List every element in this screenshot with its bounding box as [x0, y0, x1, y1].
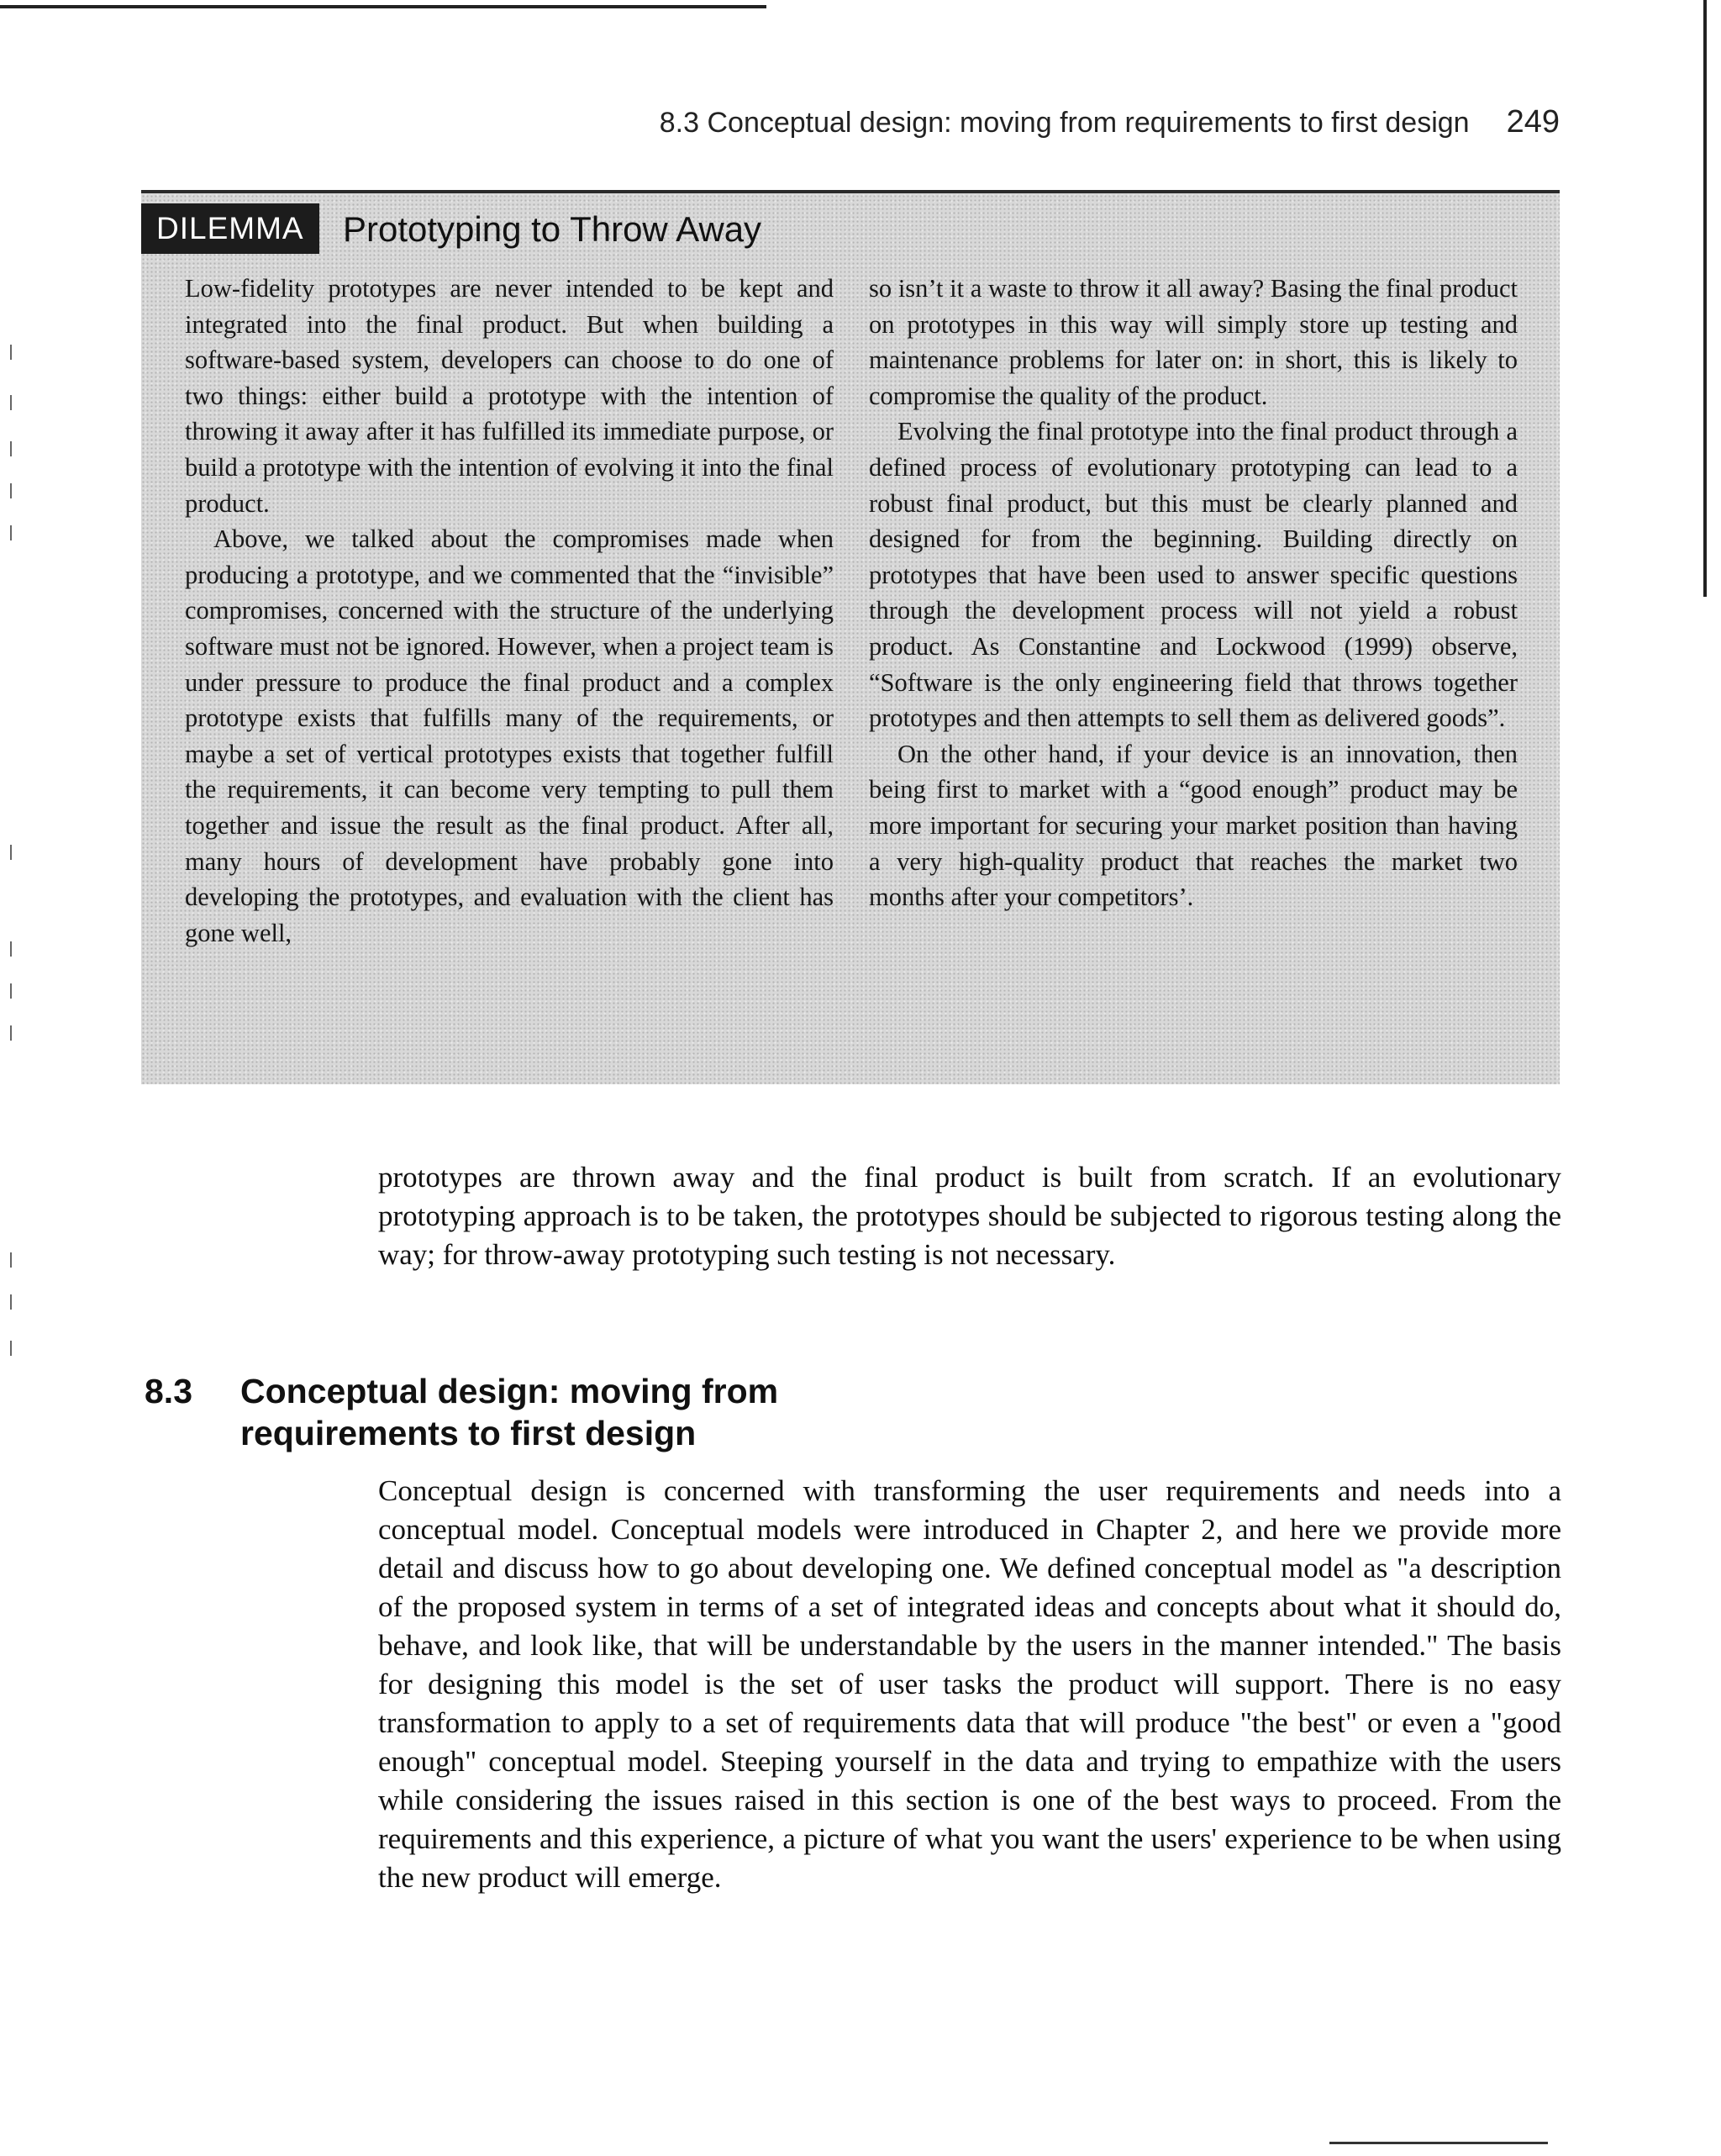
- section-body: [378, 1472, 1561, 1897]
- dilemma-top-rule: [141, 190, 1560, 193]
- margin-mark: [10, 845, 12, 860]
- running-head: [660, 104, 1560, 140]
- margin-mark: [10, 441, 12, 456]
- dilemma-paragraph: Low-fidelity prototypes are never intended to be kept and integrated into the final product. But when building a software-based system, developers can choose to do one of two things: either build a prototype with the intention of throwing it away after it has fulfilled its immediate purpose, or build a prototype with the intention of evolving it into the final product.: [185, 274, 834, 518]
- page-number: 249: [1506, 104, 1560, 140]
- dilemma-paragraph: On the other hand, if your device is an innovation, then being first to market with a “good enough” product may be more important for securing your market position than having a very high-quality product that reaches the market two months after your competitors’.: [869, 739, 1518, 912]
- margin-mark: [10, 983, 12, 999]
- margin-mark: [10, 483, 12, 498]
- dilemma-paragraph: Evolving the final prototype into the final product through a defined process of evolutionary prototyping can lead to a robust final product, but this must be clearly planned and designed for from the beginning. Building directly on prototypes that have been used to answer specific questions through the development process will not yield a robust product. As Constantine and Lockwood (1999) observe, “Software is the only engineering field that throws together prototypes and then attempts to sell them as delivered goods”.: [869, 417, 1518, 733]
- dilemma-left-column: [185, 271, 834, 951]
- margin-mark: [10, 941, 12, 957]
- right-rule: [1703, 0, 1707, 597]
- margin-mark: [10, 1341, 12, 1356]
- dilemma-right-column: [869, 271, 1518, 915]
- body-paragraph: prototypes are thrown away and the final product is built from scratch. If an evolutionary prototyping approach is to be taken, the prototypes should be subjected to rigorous testing along the way; for throw-away prototyping such testing is not necessary.: [378, 1161, 1561, 1271]
- margin-mark: [10, 1294, 12, 1310]
- dilemma-box: [141, 190, 1560, 1084]
- margin-mark: [10, 395, 12, 410]
- running-head-title: 8.3 Conceptual design: moving from requirements to first design: [659, 107, 1470, 139]
- dilemma-title: Prototyping to Throw Away: [343, 209, 762, 249]
- section-heading: Conceptual design: moving from requirements to first design: [240, 1372, 779, 1452]
- margin-mark: [10, 345, 12, 360]
- dilemma-paragraph: Above, we talked about the compromises made when producing a prototype, and we commented that the “invisible” compromises, concerned with the structure of the underlying software must not be ignored. However, when a project team is under pressure to produce the final product and a complex prototype exists that fulfills many of the requirements, or maybe a set of vertical prototypes exists that together fulfill the requirements, it can become very tempting to pull them together and issue the result as the final product. After all, many hours of development have probably gone into developing the prototypes, and evaluation with the client has gone well,: [185, 525, 834, 947]
- continuation-paragraph: [378, 1158, 1561, 1274]
- dilemma-tag: DILEMMA: [141, 203, 319, 254]
- margin-mark: [10, 1025, 12, 1041]
- section-number: 8.3: [145, 1372, 192, 1410]
- top-rule: [0, 5, 766, 8]
- margin-mark: [10, 1252, 12, 1268]
- margin-mark: [10, 525, 12, 540]
- body-paragraph: Conceptual design is concerned with transforming the user requirements and needs into a conceptual model. Conceptual models were introduced in Chapter 2, and here we provide more detail and discuss how to go about developing one. We defined conceptual model as "a description of the proposed system in terms of a set of integrated ideas and concepts about what it should do, behave, and look like, that will be understandable by the users in the manner intended." The basis for designing this model is the set of user tasks the product will support. There is no easy transformation to apply to a set of requirements data that will produce "the best" or even a "good enough" conceptual model. Steeping yourself in the data and trying to empathize with the users while considering the issues raised in this section is one of the best ways to proceed. From the requirements and this experience, a picture of what you want the users' experience to be when using the new product will emerge.: [378, 1474, 1561, 1894]
- bottom-rule: [1329, 2142, 1548, 2144]
- dilemma-paragraph: so isn’t it a waste to throw it all away? Basing the final product on prototypes in this way will simply store up testing and maintenance problems for later on: in short, this is likely to compromise the quality of the product.: [869, 274, 1518, 410]
